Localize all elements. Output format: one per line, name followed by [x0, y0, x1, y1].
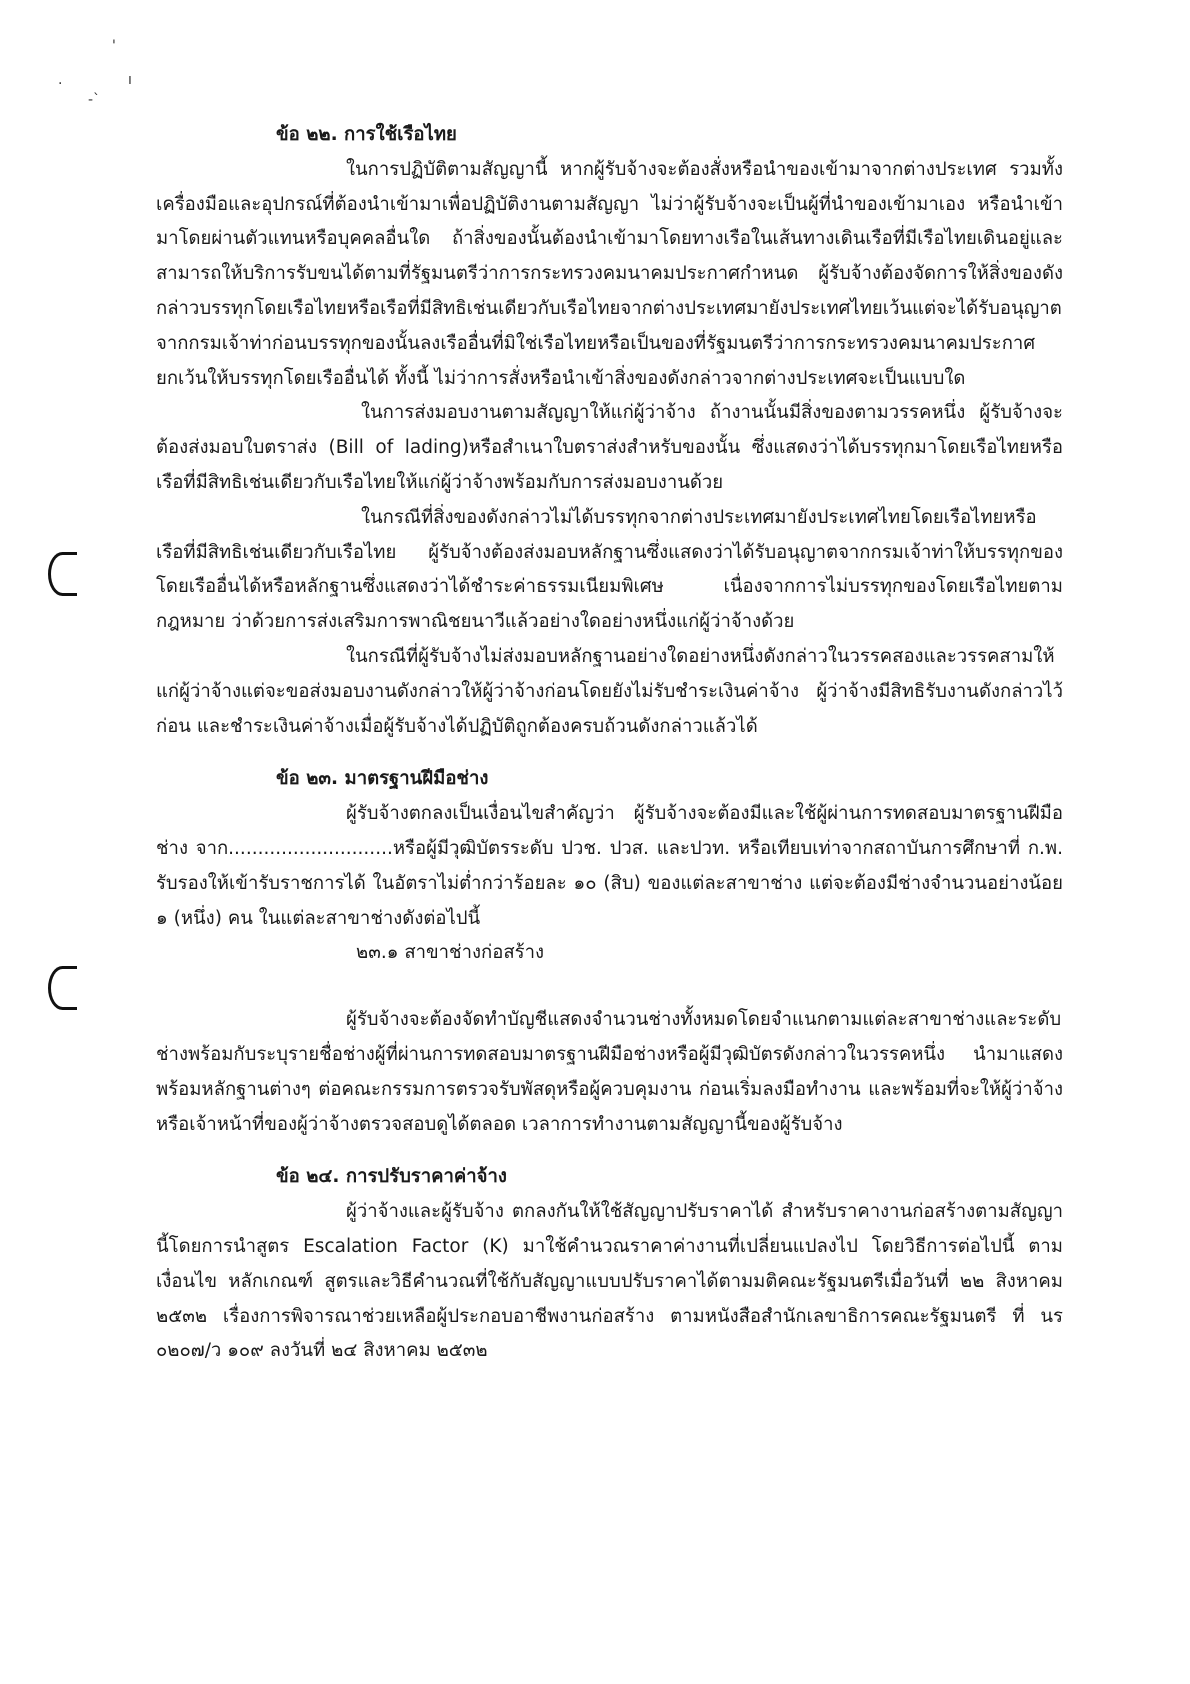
section-gap	[156, 744, 1063, 762]
scan-mark: '	[112, 38, 116, 54]
clause-23-heading: ข้อ ๒๓. มาตรฐานฝีมือช่าง	[276, 768, 489, 790]
clause-22-paragraph-3: ในกรณีที่สิ่งของดังกล่าวไม่ได้บรรทุกจากต่างประเทศมายังประเทศไทยโดยเรือไทยหรือเรือที่มีสิทธิเช่นเดียวกับเรือไทย ผู้รับจ้างต้องส่งมอบหลักฐานซึ่งแสดงว่าได้รับอนุญาตจากกรมเจ้าท่าให้บรรทุกของโดยเรืออื่นได้หรือหลักฐานซึ่งแสดงว่าได้ชำระค่าธรรมเนียมพิเศษ เนื่องจากการไม่บรรทุกของโดยเรือไทยตามกฎหมาย ว่าด้วยการส่งเสริมการพาณิชยนาวีแล้วอย่างใดอย่างหนึ่งแก่ผู้ว่าจ้างด้วย	[156, 506, 1063, 633]
clause-23-paragraph-1: ผู้รับจ้างตกลงเป็นเงื่อนไขสำคัญว่า ผู้รับจ้างจะต้องมีและใช้ผู้ผ่านการทดสอบมาตรฐานฝีมือช่าง จาก............................หรือผู้มีวุฒิบัตรระดับ ปวช. ปวส. และปวท. หรือเทียบเท่าจากสถาบันการศึกษาที่ ก.พ. รับรองให้เข้ารับราชการได้ ในอัตราไม่ต่ำกว่าร้อยละ ๑๐ (สิบ) ของแต่ละสาขาช่าง แต่จะต้องมีช่างจำนวนอย่างน้อย ๑ (หนึ่ง) คน ในแต่ละสาขาช่างดังต่อไปนี้	[156, 803, 1063, 929]
document-body	[156, 118, 1063, 1369]
clause-22-paragraph-1: ในการปฏิบัติตามสัญญานี้ หากผู้รับจ้างจะต้องสั่งหรือนำของเข้ามาจากต่างประเทศ รวมทั้งเครื่องมือและอุปกรณ์ที่ต้องนำเข้ามาเพื่อปฏิบัติงานตามสัญญา ไม่ว่าผู้รับจ้างจะเป็นผู้ที่นำของเข้ามาเอง หรือนำเข้ามาโดยผ่านตัวแทนหรือบุคคลอื่นใด ถ้าสิ่งของนั้นต้องนำเข้ามาโดยทางเรือในเส้นทางเดินเรือที่มีเรือไทยเดินอยู่และสามารถให้บริการรับขนได้ตามที่รัฐมนตรีว่าการกระทรวงคมนาคมประกาศกำหนด ผู้รับจ้างต้องจัดการให้สิ่งของดังกล่าวบรรทุกโดยเรือไทยหรือเรือที่มีสิทธิเช่นเดียวกับเรือไทยจากต่างประเทศมายังประเทศไทยเว้นแต่จะได้รับอนุญาตจากกรมเจ้าท่าก่อนบรรทุกของนั้นลงเรืออื่นที่มิใช่เรือไทยหรือเป็นของที่รัฐมนตรีว่าการกระทรวงคมนาคมประกาศยกเว้นให้บรรทุกโดยเรืออื่นได้ ทั้งนี้ ไม่ว่าการสั่งหรือนำเข้าสิ่งของดังกล่าวจากต่างประเทศจะเป็นแบบใด	[156, 158, 1063, 389]
clause-23-paragraph-2: ผู้รับจ้างจะต้องจัดทำบัญชีแสดงจำนวนช่างทั้งหมดโดยจำแนกตามแต่ละสาขาช่างและระดับช่างพร้อมกับระบุรายชื่อช่างผู้ที่ผ่านการทดสอบมาตรฐานฝีมือช่างหรือผู้มีวุฒิบัตรดังกล่าวในวรรคหนึ่ง นำมาแสดงพร้อมหลักฐานต่างๆ ต่อคณะกรรมการตรวจรับพัสดุหรือผู้ควบคุมงาน ก่อนเริ่มลงมือทำงาน และพร้อมที่จะให้ผู้ว่าจ้างหรือเจ้าหน้าที่ของผู้ว่าจ้างตรวจสอบดูได้ตลอด เวลาการทำงานตามสัญญานี้ของผู้รับจ้าง	[156, 1009, 1063, 1135]
scan-mark: -ˋ	[88, 92, 101, 108]
clause-22-paragraph-4: ในกรณีที่ผู้รับจ้างไม่ส่งมอบหลักฐานอย่างใดอย่างหนึ่งดังกล่าวในวรรคสองและวรรคสามให้แก่ผู้ว่าจ้างแต่จะขอส่งมอบงานดังกล่าวให้ผู้ว่าจ้างก่อนโดยยังไม่รับชำระเงินค่าจ้าง ผู้ว่าจ้างมีสิทธิรับงานดังกล่าวไว้ก่อน และชำระเงินค่าจ้างเมื่อผู้รับจ้างได้ปฏิบัติถูกต้องครบถ้วนดังกล่าวแล้วได้	[156, 645, 1063, 737]
clause-23-item-1: ๒๓.๑ สาขาช่างก่อสร้าง	[356, 942, 544, 964]
clause-24-heading: ข้อ ๒๔. การปรับราคาค่าจ้าง	[276, 1166, 507, 1188]
clause-22-paragraph-2: ในการส่งมอบงานตามสัญญาให้แก่ผู้ว่าจ้าง ถ้างานนั้นมีสิ่งของตามวรรคหนึ่ง ผู้รับจ้างจะต้องส่งมอบใบตราส่ง (Bill of lading)หรือสำเนาใบตราส่งสำหรับของนั้น ซึ่งแสดงว่าได้บรรทุกมาโดยเรือไทยหรือเรือที่มีสิทธิเช่นเดียวกับเรือไทยให้แก่ผู้ว่าจ้างพร้อมกับการส่งมอบงานด้วย	[156, 402, 1063, 493]
punch-hole-mark	[48, 552, 77, 596]
section-gap	[156, 971, 1063, 1003]
scan-mark: ı	[128, 72, 132, 88]
clause-24-paragraph-1: ผู้ว่าจ้างและผู้รับจ้าง ตกลงกันให้ใช้สัญญาปรับราคาได้ สำหรับราคางานก่อสร้างตามสัญญานี้โดยการนำสูตร Escalation Factor (K) มาใช้คำนวณราคาค่างานที่เปลี่ยนแปลงไป โดยวิธีการต่อไปนี้ ตามเงื่อนไข หลักเกณฑ์ สูตรและวิธีคำนวณที่ใช้กับสัญญาแบบปรับราคาได้ตามมติคณะรัฐมนตรีเมื่อวันที่ ๒๒ สิงหาคม ๒๕๓๒ เรื่องการพิจารณาช่วยเหลือผู้ประกอบอาชีพงานก่อสร้าง ตามหนังสือสำนักเลขาธิการคณะรัฐมนตรี ที่ นร ๐๒๐๗/ว ๑๐๙ ลงวันที่ ๒๔ สิงหาคม ๒๕๓๒	[156, 1201, 1063, 1362]
scan-mark: .	[58, 72, 63, 88]
clause-22-heading: ข้อ ๒๒. การใช้เรือไทย	[276, 124, 457, 145]
section-gap	[156, 1142, 1063, 1160]
punch-hole-mark	[48, 966, 77, 1010]
